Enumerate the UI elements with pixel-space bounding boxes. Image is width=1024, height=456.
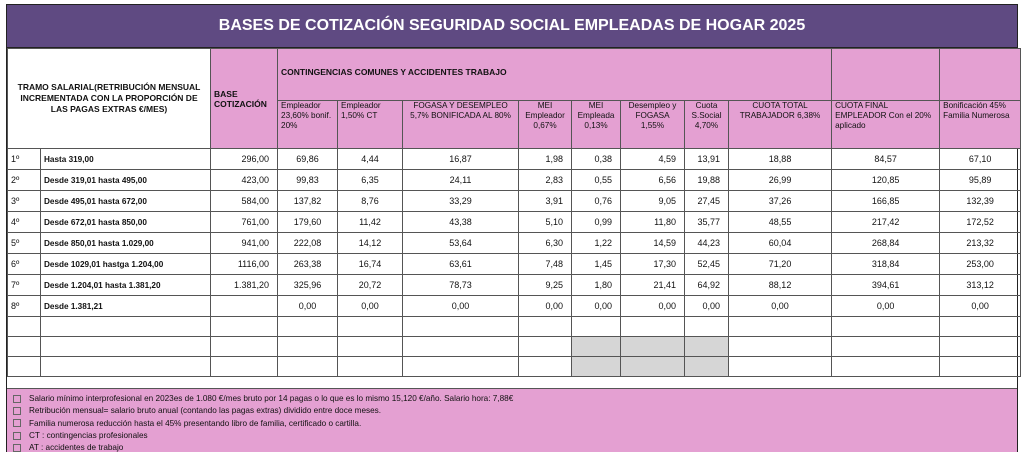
row-value: 217,42	[832, 212, 940, 233]
spreadsheet	[6, 4, 1018, 452]
row-value: 17,30	[621, 254, 685, 275]
header-row-top	[8, 49, 1021, 101]
empty-cell	[211, 357, 278, 377]
row-value: 4,44	[338, 149, 403, 170]
empty-cell	[572, 337, 621, 357]
table-row	[8, 233, 1021, 254]
row-value: 44,23	[685, 233, 729, 254]
empty-cell	[832, 337, 940, 357]
bullet-icon	[13, 407, 21, 415]
row-index: 1º	[8, 149, 41, 170]
col-mei-empleada: MEI Empleada 0,13%	[572, 101, 621, 149]
note-item: Retribución mensual= salario bruto anual (contando las pagas extras) dividido entre doce meses.	[13, 405, 1011, 417]
empty-cell	[940, 317, 1021, 337]
row-value: 71,20	[729, 254, 832, 275]
table-row	[8, 212, 1021, 233]
row-value: 1,98	[519, 149, 572, 170]
empty-cell	[519, 337, 572, 357]
row-index: 2º	[8, 170, 41, 191]
bullet-icon	[13, 395, 21, 403]
table-row	[8, 170, 1021, 191]
row-value: 0,00	[403, 296, 519, 317]
row-tramo: Desde 319,01 hasta 495,00	[41, 170, 211, 191]
row-index: 4º	[8, 212, 41, 233]
col-bonificacion: Bonificación 45% Familia Numerosa	[940, 101, 1021, 149]
contributions-table	[7, 48, 1021, 377]
row-value: 14,59	[621, 233, 685, 254]
empty-cell	[832, 317, 940, 337]
bullet-icon	[13, 419, 21, 427]
row-base: 761,00	[211, 212, 278, 233]
row-tramo: Desde 672,01 hasta 850,00	[41, 212, 211, 233]
row-value: 0,00	[278, 296, 338, 317]
row-value: 99,83	[278, 170, 338, 191]
row-value: 84,57	[832, 149, 940, 170]
row-value: 1,45	[572, 254, 621, 275]
header-tramo: TRAMO SALARIAL(RETRIBUCIÓN MENSUAL INCREMENTADA CON LA PROPORCIÓN DE LAS PAGAS EXTRAS €/MES)	[8, 49, 211, 149]
empty-cell	[940, 337, 1021, 357]
row-index: 6º	[8, 254, 41, 275]
empty-cell	[278, 317, 338, 337]
row-tramo: Desde 495,01 hasta 672,00	[41, 191, 211, 212]
row-value: 2,83	[519, 170, 572, 191]
note-item: CT : contingencias profesionales	[13, 430, 1011, 442]
row-base: 1116,00	[211, 254, 278, 275]
note-item: AT : accidentes de trabajo	[13, 442, 1011, 454]
row-value: 11,42	[338, 212, 403, 233]
empty-cell	[685, 337, 729, 357]
row-value: 14,12	[338, 233, 403, 254]
empty-cell	[729, 337, 832, 357]
table-row	[8, 254, 1021, 275]
row-value: 48,55	[729, 212, 832, 233]
row-index: 7º	[8, 275, 41, 296]
row-value: 16,87	[403, 149, 519, 170]
empty-cell	[621, 337, 685, 357]
row-value: 78,73	[403, 275, 519, 296]
col-mei-empleador: MEI Empleador 0,67%	[519, 101, 572, 149]
row-value: 132,39	[940, 191, 1021, 212]
empty-cell	[729, 357, 832, 377]
empty-cell	[41, 317, 211, 337]
row-value: 6,56	[621, 170, 685, 191]
row-base: 296,00	[211, 149, 278, 170]
row-value: 24,11	[403, 170, 519, 191]
empty-cell	[729, 317, 832, 337]
row-tramo: Desde 850,01 hasta 1.029,00	[41, 233, 211, 254]
row-base	[211, 296, 278, 317]
row-base: 941,00	[211, 233, 278, 254]
row-value: 6,30	[519, 233, 572, 254]
row-value: 88,12	[729, 275, 832, 296]
row-value: 20,72	[338, 275, 403, 296]
empty-cell	[338, 317, 403, 337]
row-value: 268,84	[832, 233, 940, 254]
row-value: 120,85	[832, 170, 940, 191]
spacer	[7, 377, 1017, 388]
row-value: 4,59	[621, 149, 685, 170]
row-value: 0,38	[572, 149, 621, 170]
row-value: 53,64	[403, 233, 519, 254]
row-value: 166,85	[832, 191, 940, 212]
empty-cell	[519, 317, 572, 337]
empty-cell	[832, 357, 940, 377]
row-value: 0,00	[685, 296, 729, 317]
empty-cell	[403, 337, 519, 357]
row-value: 1,22	[572, 233, 621, 254]
row-value: 313,12	[940, 275, 1021, 296]
row-value: 5,10	[519, 212, 572, 233]
row-value: 7,48	[519, 254, 572, 275]
row-value: 0,00	[572, 296, 621, 317]
row-value: 263,38	[278, 254, 338, 275]
row-value: 0,99	[572, 212, 621, 233]
header-blank-1	[832, 49, 940, 101]
row-value: 43,38	[403, 212, 519, 233]
col-cuota-ss: Cuota S.Social 4,70%	[685, 101, 729, 149]
row-value: 0,00	[621, 296, 685, 317]
note-item: Familia numerosa reducción hasta el 45% presentando libro de familia, certificado o cartilla.	[13, 418, 1011, 430]
header-blank-2	[940, 49, 1021, 101]
row-value: 19,88	[685, 170, 729, 191]
empty-cell	[572, 357, 621, 377]
empty-cell	[41, 337, 211, 357]
empty-cell	[41, 357, 211, 377]
col-cuota-final: CUOTA FINAL EMPLEADOR Con el 20% aplicado	[832, 101, 940, 149]
row-value: 0,55	[572, 170, 621, 191]
empty-cell	[338, 357, 403, 377]
row-value: 137,82	[278, 191, 338, 212]
row-tramo: Hasta 319,00	[41, 149, 211, 170]
row-value: 1,80	[572, 275, 621, 296]
row-value: 63,61	[403, 254, 519, 275]
row-value: 67,10	[940, 149, 1021, 170]
row-value: 253,00	[940, 254, 1021, 275]
row-value: 6,35	[338, 170, 403, 191]
empty-cell	[621, 317, 685, 337]
empty-cell	[403, 317, 519, 337]
empty-cell	[8, 357, 41, 377]
empty-cell	[685, 317, 729, 337]
row-value: 0,00	[338, 296, 403, 317]
row-value: 64,92	[685, 275, 729, 296]
row-value: 222,08	[278, 233, 338, 254]
bullet-icon	[13, 444, 21, 452]
row-value: 69,86	[278, 149, 338, 170]
row-value: 18,88	[729, 149, 832, 170]
row-value: 172,52	[940, 212, 1021, 233]
row-tramo: Desde 1.204,01 hasta 1.381,20	[41, 275, 211, 296]
empty-cell	[403, 357, 519, 377]
row-value: 325,96	[278, 275, 338, 296]
empty-cell	[278, 357, 338, 377]
row-value: 16,74	[338, 254, 403, 275]
empty-cell	[211, 337, 278, 357]
row-value: 9,05	[621, 191, 685, 212]
note-item: Salario mínimo interprofesional en 2023es de 1.080 €/mes bruto por 14 pagas o lo que es lo mismo 15,120 €/año. Salario hora: 7,88€	[13, 393, 1011, 405]
empty-cell	[519, 357, 572, 377]
empty-cell	[621, 357, 685, 377]
table-row	[8, 191, 1021, 212]
row-value: 9,25	[519, 275, 572, 296]
row-value: 179,60	[278, 212, 338, 233]
row-value: 11,80	[621, 212, 685, 233]
row-value: 213,32	[940, 233, 1021, 254]
row-value: 0,00	[940, 296, 1021, 317]
col-empleador: Empleador 23,60% bonif. 20%	[278, 101, 338, 149]
row-tramo: Desde 1.381,21	[41, 296, 211, 317]
empty-cell	[940, 357, 1021, 377]
row-base: 584,00	[211, 191, 278, 212]
empty-row	[8, 357, 1021, 377]
row-value: 95,89	[940, 170, 1021, 191]
col-desempleo-fogasa: Desempleo y FOGASA 1,55%	[621, 101, 685, 149]
header-contingencias: CONTINGENCIAS COMUNES Y ACCIDENTES TRABAJO	[278, 49, 832, 101]
col-fogasa-desempleo: FOGASA Y DESEMPLEO 5,7% BONIFICADA AL 80%	[403, 101, 519, 149]
row-value: 394,61	[832, 275, 940, 296]
row-value: 13,91	[685, 149, 729, 170]
row-value: 318,84	[832, 254, 940, 275]
empty-row	[8, 317, 1021, 337]
row-value: 26,99	[729, 170, 832, 191]
header-base: BASE COTIZACIÓN	[211, 49, 278, 149]
row-value: 8,76	[338, 191, 403, 212]
empty-cell	[8, 337, 41, 357]
row-value: 52,45	[685, 254, 729, 275]
row-value: 0,00	[832, 296, 940, 317]
row-index: 3º	[8, 191, 41, 212]
row-base: 423,00	[211, 170, 278, 191]
row-base: 1.381,20	[211, 275, 278, 296]
empty-cell	[572, 317, 621, 337]
row-value: 0,00	[519, 296, 572, 317]
bullet-icon	[13, 432, 21, 440]
sheet-title: BASES DE COTIZACIÓN SEGURIDAD SOCIAL EMPLEADAS DE HOGAR 2025	[7, 5, 1017, 48]
table-row	[8, 149, 1021, 170]
row-value: 27,45	[685, 191, 729, 212]
row-value: 0,76	[572, 191, 621, 212]
row-value: 3,91	[519, 191, 572, 212]
col-cuota-total: CUOTA TOTAL TRABAJADOR 6,38%	[729, 101, 832, 149]
row-value: 60,04	[729, 233, 832, 254]
row-index: 8º	[8, 296, 41, 317]
empty-cell	[685, 357, 729, 377]
empty-cell	[8, 317, 41, 337]
empty-cell	[211, 317, 278, 337]
table-row	[8, 296, 1021, 317]
row-value: 33,29	[403, 191, 519, 212]
empty-cell	[278, 337, 338, 357]
col-empleador-ct: Empleador 1,50% CT	[338, 101, 403, 149]
row-value: 0,00	[729, 296, 832, 317]
row-tramo: Desde 1029,01 hastga 1.204,00	[41, 254, 211, 275]
notes-section	[7, 388, 1017, 452]
row-value: 35,77	[685, 212, 729, 233]
empty-row	[8, 337, 1021, 357]
row-value: 37,26	[729, 191, 832, 212]
empty-cell	[338, 337, 403, 357]
row-value: 21,41	[621, 275, 685, 296]
row-index: 5º	[8, 233, 41, 254]
table-row	[8, 275, 1021, 296]
